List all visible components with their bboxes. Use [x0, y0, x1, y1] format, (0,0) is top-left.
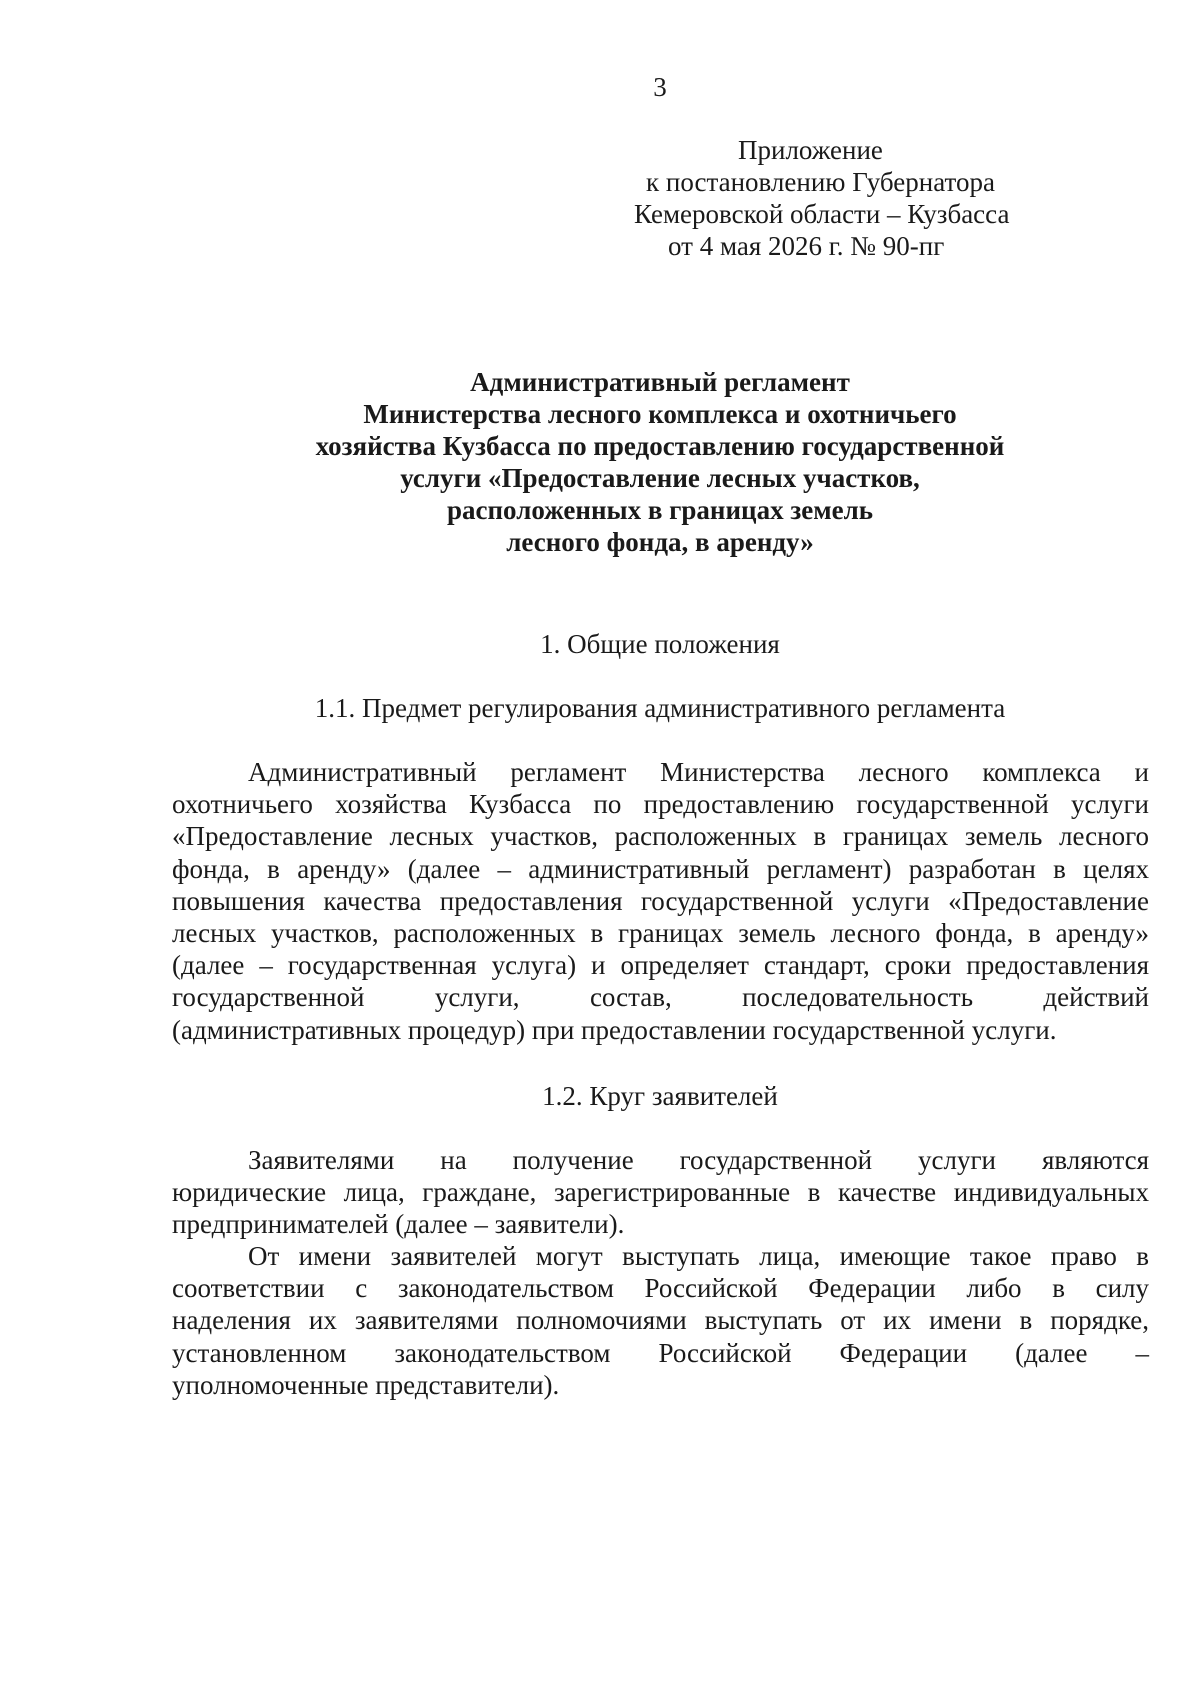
appendix-region: Кемеровской области – Кузбасса [634, 199, 1010, 229]
paragraph-line: (административных процедур) при предоставлении государственной услуги. [172, 1014, 1057, 1045]
title-line: хозяйства Кузбасса по предоставлению государственной [315, 431, 1005, 461]
paragraph-line: юридические лица, граждане, зарегистрированные в качестве индивидуальных [172, 1177, 1149, 1208]
paragraph-line: фонда, в аренду» (далее – административный регламент) разработан в целях [172, 853, 1149, 884]
paragraph-line: От имени заявителей могут выступать лица, имеющие такое право в [248, 1241, 1149, 1271]
applicants-paragraph-1 [172, 1144, 1149, 1241]
section-heading-applicants: 1.2. Круг заявителей [542, 1081, 778, 1111]
appendix-resolution: к постановлению Губернатора [646, 167, 995, 197]
paragraph-line: предпринимателей (далее – заявители). [172, 1209, 625, 1240]
title-line: лесного фонда, в аренду» [506, 527, 814, 557]
paragraph-line: соответствии с законодательством Российской Федерации либо в силу [172, 1273, 1149, 1304]
paragraph-line: повышения качества предоставления государственной услуги «Предоставление [172, 885, 1149, 916]
paragraph-line: уполномоченные представители). [172, 1369, 560, 1400]
paragraph-line: Заявителями на получение государственной услуги являются [248, 1145, 1149, 1175]
paragraph-line: государственной услуги, состав, последовательность действий [172, 982, 1149, 1013]
title-line: Министерства лесного комплекса и охотничьего [363, 399, 957, 429]
appendix-block [634, 134, 1094, 262]
subject-paragraph [172, 756, 1149, 1046]
title-line: Административный регламент [470, 367, 850, 397]
document-title [170, 366, 1150, 558]
section-heading-general: 1. Общие положения [540, 629, 780, 659]
section-heading-subject: 1.1. Предмет регулирования административного регламента [314, 693, 1006, 723]
paragraph-line: лесных участков, расположенных в границах земель лесного фонда, в аренду» [172, 918, 1149, 949]
paragraph-line: «Предоставление лесных участков, расположенных в границах земель лесного [172, 821, 1149, 852]
page-number: 3 [653, 72, 667, 102]
applicants-paragraph-2 [172, 1240, 1149, 1401]
appendix-label: Приложение [738, 135, 883, 165]
paragraph-line: охотничьего хозяйства Кузбасса по предоставлению государственной услуги [172, 789, 1149, 820]
paragraph-line: (далее – государственная услуга) и определяет стандарт, сроки предоставления [172, 950, 1149, 981]
paragraph-line: Административный регламент Министерства лесного комплекса и [248, 757, 1149, 787]
paragraph-line: наделения их заявителями полномочиями выступать от их имени в порядке, [172, 1305, 1149, 1336]
title-line: расположенных в границах земель [447, 495, 873, 525]
paragraph-line: установленном законодательством Российской Федерации (далее – [172, 1337, 1149, 1368]
title-line: услуги «Предоставление лесных участков, [400, 463, 920, 493]
appendix-date-number: от 4 мая 2026 г. № 90-пг [668, 231, 945, 261]
